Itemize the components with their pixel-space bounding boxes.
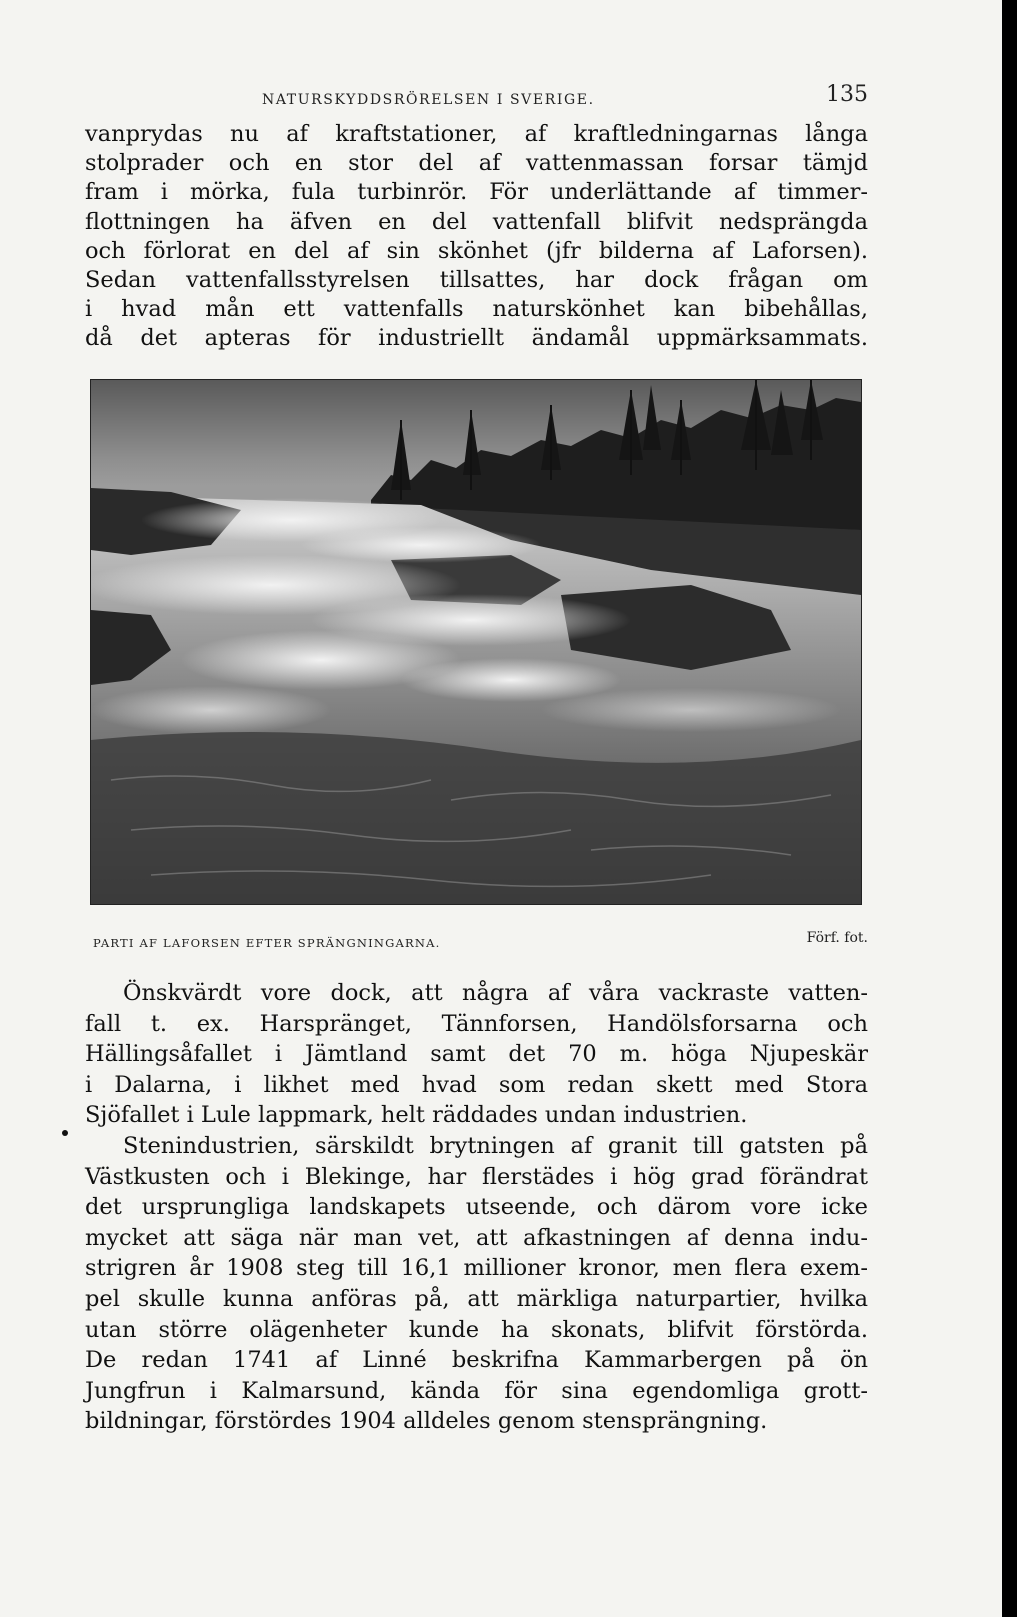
text-line: strigren år 1908 steg till 16,1 millioner kronor, men flera exem- <box>85 1255 868 1282</box>
text-line: Stenindustrien, särskildt brytningen af granit till gatsten på <box>123 1132 868 1159</box>
text-line: mycket att säga när man vet, att afkastningen af denna indu- <box>85 1224 868 1251</box>
caption-text: PARTI AF LAFORSEN EFTER SPRÄNGNINGARNA. <box>93 936 441 950</box>
page-number: 135 <box>826 82 868 107</box>
text-line: flottningen ha äfven en del vattenfall blifvit nedsprängda <box>85 208 868 235</box>
margin-dot <box>62 1130 68 1136</box>
text-line: fram i mörka, fula turbinrör. För underlättande af timmer- <box>85 179 868 206</box>
paragraph-bottom <box>85 978 868 1437</box>
text-line: Hällingsåfallet i Jämtland samt det 70 m. höga Njupeskär <box>85 1041 868 1068</box>
text-line: Sedan vattenfallsstyrelsen tillsattes, har dock frågan om <box>85 266 868 293</box>
running-head <box>85 78 868 108</box>
text-line: i Dalarna, i likhet med hvad som redan skett med Stora <box>85 1071 868 1098</box>
text-line: och förlorat en del af sin skönhet (jfr bilderna af Laforsen). <box>85 237 868 264</box>
waterfall-photograph <box>90 379 862 905</box>
running-head-title: NATURSKYDDSRÖRELSEN I SVERIGE. <box>262 92 595 108</box>
text-line: bildningar, förstördes 1904 alldeles genom stensprängning. <box>85 1408 768 1435</box>
text-line: det ursprungliga landskapets utseende, och därom vore icke <box>85 1194 868 1221</box>
text-line: Jungfrun i Kalmarsund, kända för sina egendomliga grott- <box>85 1377 868 1404</box>
text-line: stolprader och en stor del af vattenmassan forsar tämjd <box>85 150 868 177</box>
text-line: Önskvärdt vore dock, att några af våra vackraste vatten- <box>123 980 868 1006</box>
text-line: fall t. ex. Harspränget, Tännforsen, Handölsforsarna och <box>85 1010 868 1037</box>
text-line: då det apteras för industriellt ändamål uppmärksammats. <box>85 325 868 352</box>
paragraph-top <box>85 120 868 354</box>
text-line: De redan 1741 af Linné beskrifna Kammarbergen på ön <box>85 1347 868 1374</box>
text-line: Västkusten och i Blekinge, har flerstädes i hög grad förändrat <box>85 1163 868 1190</box>
photo-illustration <box>91 380 861 904</box>
text-line: Sjöfallet i Lule lappmark, helt räddades undan industrien. <box>85 1102 748 1129</box>
text-line: utan större olägenheter kunde ha skonats, blifvit förstörda. <box>85 1316 868 1343</box>
text-line: pel skulle kunna anföras på, att märkliga naturpartier, hvilka <box>85 1285 868 1312</box>
text-line: vanprydas nu af kraftstationer, af kraftledningarnas långa <box>85 121 868 147</box>
text-line: i hvad mån ett vattenfalls naturskönhet kan bibehållas, <box>85 296 868 323</box>
photo-credit: Förf. fot. <box>806 930 868 946</box>
